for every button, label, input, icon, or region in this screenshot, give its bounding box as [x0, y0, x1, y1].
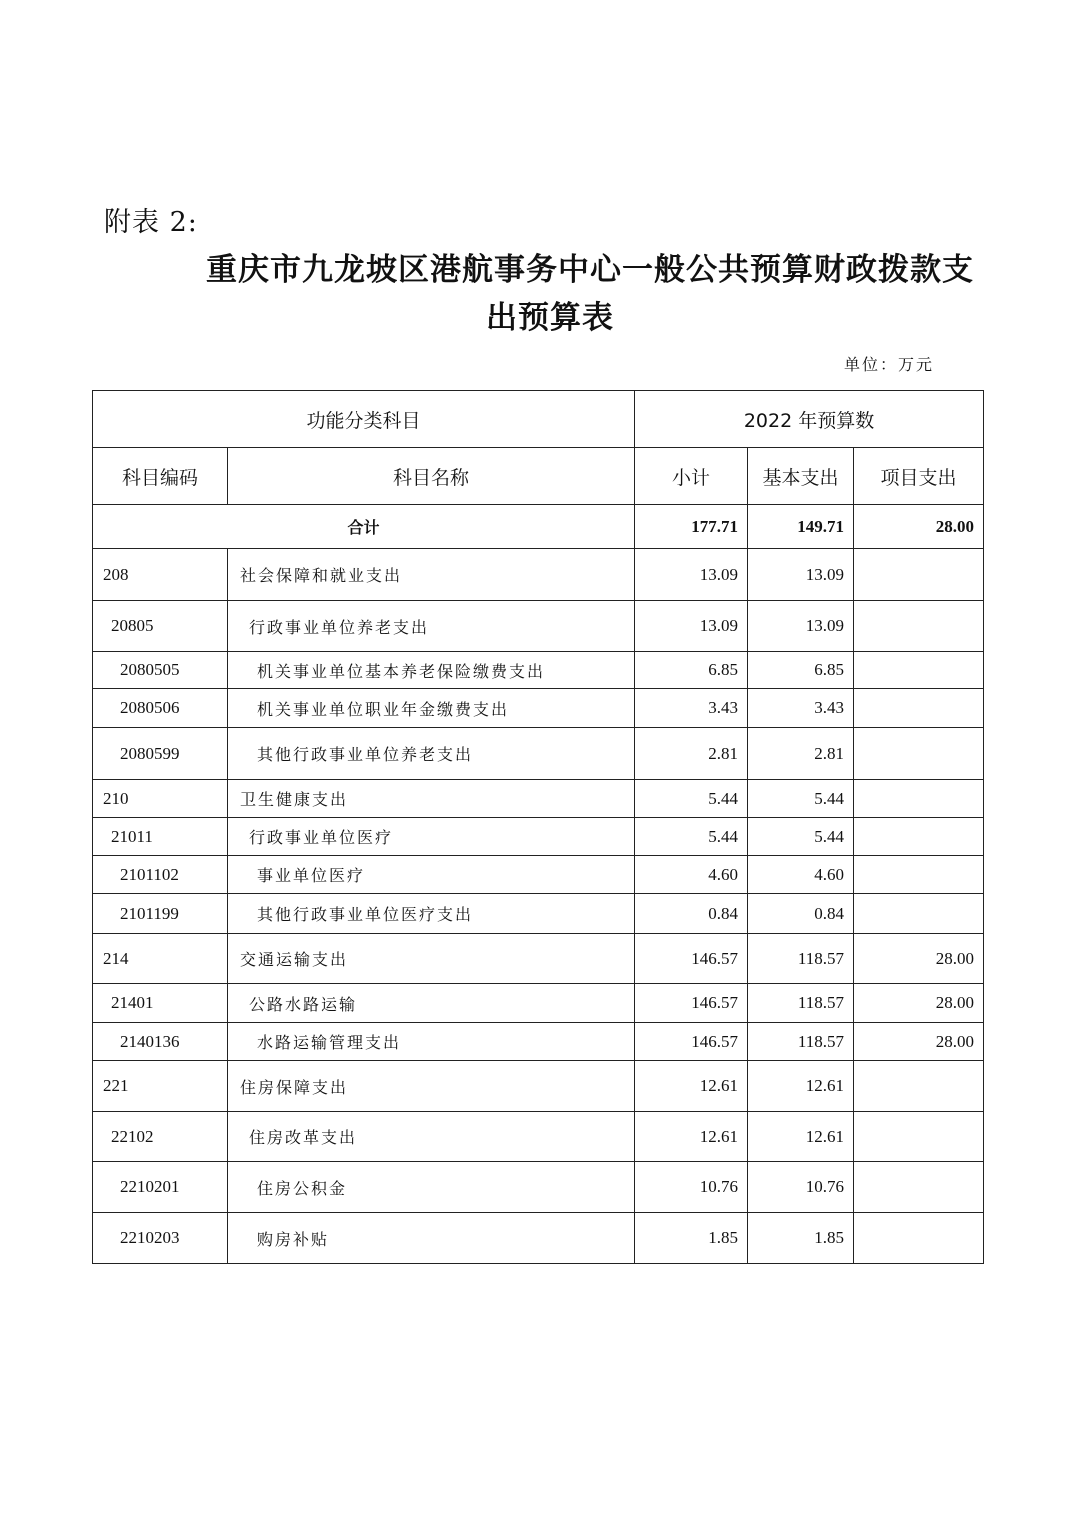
row-basic: 118.57 [748, 1023, 854, 1061]
header-name: 科目名称 [228, 448, 635, 505]
row-subtotal: 146.57 [635, 934, 748, 984]
row-project: 28.00 [854, 984, 984, 1023]
row-subtotal: 2.81 [635, 728, 748, 780]
row-basic: 118.57 [748, 934, 854, 984]
row-subtotal: 6.85 [635, 652, 748, 689]
table-row [93, 780, 984, 818]
row-name: 交通运输支出 [228, 934, 635, 984]
row-code: 20805 [93, 601, 228, 652]
total-project: 28.00 [854, 505, 984, 549]
row-project [854, 549, 984, 601]
row-name: 住房改革支出 [228, 1112, 635, 1162]
row-subtotal: 1.85 [635, 1213, 748, 1264]
row-project [854, 818, 984, 856]
table-row [93, 984, 984, 1023]
row-code: 214 [93, 934, 228, 984]
row-project [854, 1061, 984, 1112]
row-code: 2080506 [93, 689, 228, 728]
row-basic: 5.44 [748, 780, 854, 818]
total-label: 合计 [93, 505, 635, 549]
row-project [854, 1213, 984, 1264]
header-row-2 [93, 448, 984, 505]
row-code: 208 [93, 549, 228, 601]
table-row [93, 1213, 984, 1264]
row-code: 2210203 [93, 1213, 228, 1264]
row-code: 21011 [93, 818, 228, 856]
row-basic: 12.61 [748, 1061, 854, 1112]
row-name: 住房公积金 [228, 1162, 635, 1213]
row-subtotal: 5.44 [635, 780, 748, 818]
budget-table [92, 390, 984, 1264]
row-subtotal: 5.44 [635, 818, 748, 856]
row-name: 机关事业单位基本养老保险缴费支出 [228, 652, 635, 689]
row-name: 机关事业单位职业年金缴费支出 [228, 689, 635, 728]
row-project [854, 780, 984, 818]
table-row [93, 1112, 984, 1162]
row-basic: 6.85 [748, 652, 854, 689]
row-code: 2080599 [93, 728, 228, 780]
row-basic: 13.09 [748, 601, 854, 652]
row-code: 210 [93, 780, 228, 818]
table-row [93, 856, 984, 894]
header-project: 项目支出 [854, 448, 984, 505]
row-project: 28.00 [854, 934, 984, 984]
row-code: 2210201 [93, 1162, 228, 1213]
row-name: 卫生健康支出 [228, 780, 635, 818]
row-project [854, 894, 984, 934]
row-code: 2101102 [93, 856, 228, 894]
row-name: 社会保障和就业支出 [228, 549, 635, 601]
header-subtotal: 小计 [635, 448, 748, 505]
row-project [854, 652, 984, 689]
row-basic: 118.57 [748, 984, 854, 1023]
table-row [93, 689, 984, 728]
row-project [854, 856, 984, 894]
row-name: 公路水路运输 [228, 984, 635, 1023]
row-subtotal: 146.57 [635, 984, 748, 1023]
row-code: 2080505 [93, 652, 228, 689]
row-code: 221 [93, 1061, 228, 1112]
document-title-line-1: 重庆市九龙坡区港航事务中心一般公共预算财政拨款支 [206, 252, 974, 288]
table-row [93, 1023, 984, 1061]
row-name: 购房补贴 [228, 1213, 635, 1264]
row-code: 2140136 [93, 1023, 228, 1061]
table-row [93, 652, 984, 689]
row-subtotal: 0.84 [635, 894, 748, 934]
row-subtotal: 13.09 [635, 601, 748, 652]
document-title-line-2: 出预算表 [486, 300, 614, 336]
row-project [854, 1112, 984, 1162]
row-name: 事业单位医疗 [228, 856, 635, 894]
row-basic: 1.85 [748, 1213, 854, 1264]
table-row [93, 728, 984, 780]
row-basic: 5.44 [748, 818, 854, 856]
row-basic: 3.43 [748, 689, 854, 728]
header-category: 功能分类科目 [93, 391, 635, 448]
row-basic: 13.09 [748, 549, 854, 601]
row-code: 22102 [93, 1112, 228, 1162]
table-row [93, 1061, 984, 1112]
table-row [93, 934, 984, 984]
table-row [93, 601, 984, 652]
row-basic: 4.60 [748, 856, 854, 894]
unit-label: 单位：万元 [843, 355, 934, 374]
row-name: 其他行政事业单位养老支出 [228, 728, 635, 780]
row-project [854, 689, 984, 728]
row-name: 行政事业单位养老支出 [228, 601, 635, 652]
row-basic: 12.61 [748, 1112, 854, 1162]
row-subtotal: 3.43 [635, 689, 748, 728]
header-basic: 基本支出 [748, 448, 854, 505]
row-name: 水路运输管理支出 [228, 1023, 635, 1061]
row-subtotal: 10.76 [635, 1162, 748, 1213]
row-code: 21401 [93, 984, 228, 1023]
header-budget-year: 2022 年预算数 [635, 391, 984, 448]
table-row [93, 1162, 984, 1213]
row-code: 2101199 [93, 894, 228, 934]
row-subtotal: 13.09 [635, 549, 748, 601]
row-subtotal: 146.57 [635, 1023, 748, 1061]
table-row [93, 549, 984, 601]
row-project: 28.00 [854, 1023, 984, 1061]
header-code: 科目编码 [93, 448, 228, 505]
row-project [854, 728, 984, 780]
row-subtotal: 4.60 [635, 856, 748, 894]
row-subtotal: 12.61 [635, 1112, 748, 1162]
total-basic: 149.71 [748, 505, 854, 549]
attachment-label: 附表 2: [104, 207, 198, 238]
total-subtotal: 177.71 [635, 505, 748, 549]
table-row [93, 894, 984, 934]
row-name: 其他行政事业单位医疗支出 [228, 894, 635, 934]
row-basic: 0.84 [748, 894, 854, 934]
table-row [93, 818, 984, 856]
header-row-1 [93, 391, 984, 448]
row-basic: 2.81 [748, 728, 854, 780]
row-basic: 10.76 [748, 1162, 854, 1213]
row-subtotal: 12.61 [635, 1061, 748, 1112]
row-name: 行政事业单位医疗 [228, 818, 635, 856]
row-project [854, 601, 984, 652]
row-name: 住房保障支出 [228, 1061, 635, 1112]
total-row [93, 505, 984, 549]
row-project [854, 1162, 984, 1213]
